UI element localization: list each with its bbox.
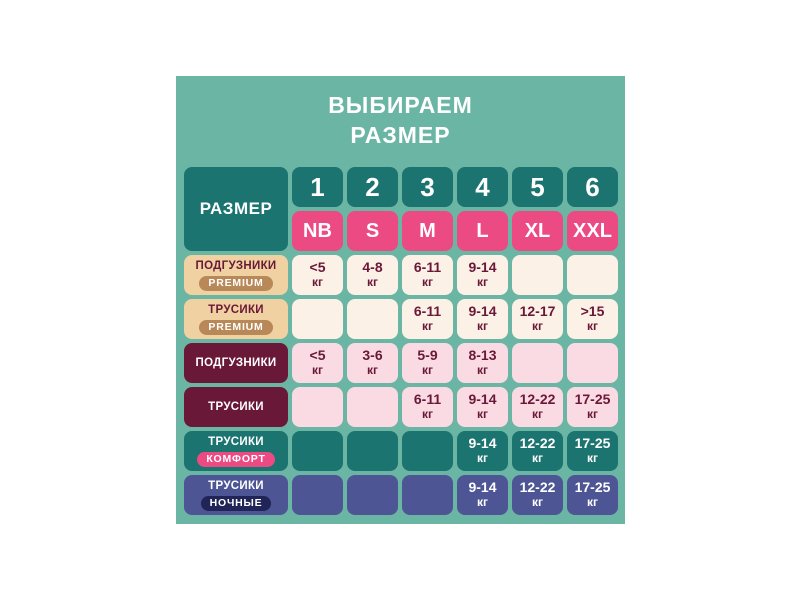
weight-cell-r1-c2 <box>347 255 398 295</box>
product-badge: КОМФОРТ <box>197 452 274 467</box>
weight-range: 9-14 <box>468 259 497 275</box>
weight-cell-r6-c5 <box>512 475 563 515</box>
product-name: ТРУСИКИ <box>208 435 264 448</box>
row-label-2 <box>184 299 288 339</box>
weight-cell-r3-c1 <box>292 343 343 383</box>
weight-cell-r2-c5 <box>512 299 563 339</box>
weight-cell-r6-c6 <box>567 475 618 515</box>
weight-range: 12-17 <box>519 303 556 319</box>
weight-range: <5 <box>309 259 326 275</box>
row-label-1 <box>184 255 288 295</box>
weight-range: 5-9 <box>417 347 438 363</box>
weight-range: 17-25 <box>574 435 611 451</box>
weight-cell-r4-c3 <box>402 387 453 427</box>
weight-unit: кг <box>586 495 598 509</box>
weight-unit: кг <box>476 275 488 289</box>
weight-unit: кг <box>531 407 543 421</box>
weight-unit: кг <box>421 275 433 289</box>
weight-cell-r2-c2 <box>347 299 398 339</box>
row-label-5 <box>184 431 288 471</box>
weight-unit: кг <box>586 319 598 333</box>
size-code-xl: XL <box>512 211 563 251</box>
product-name: ПОДГУЗНИКИ <box>195 356 277 369</box>
weight-cell-r1-c3 <box>402 255 453 295</box>
weight-unit: кг <box>366 363 378 377</box>
weight-unit: кг <box>476 451 488 465</box>
weight-cell-r5-c1 <box>292 431 343 471</box>
product-badge: PREMIUM <box>199 320 272 335</box>
weight-cell-r2-c3 <box>402 299 453 339</box>
weight-range: 6-11 <box>413 391 442 407</box>
weight-range: <5 <box>309 347 326 363</box>
weight-unit: кг <box>476 407 488 421</box>
size-code-m: M <box>402 211 453 251</box>
size-header-label: РАЗМЕР <box>184 167 288 251</box>
weight-cell-r4-c5 <box>512 387 563 427</box>
weight-cell-r4-c4 <box>457 387 508 427</box>
weight-unit: кг <box>586 407 598 421</box>
row-label-6 <box>184 475 288 515</box>
weight-range: 4-8 <box>362 259 383 275</box>
weight-cell-r6-c3 <box>402 475 453 515</box>
weight-unit: кг <box>421 363 433 377</box>
product-name: ТРУСИКИ <box>208 303 264 316</box>
weight-unit: кг <box>421 407 433 421</box>
weight-unit: кг <box>476 363 488 377</box>
size-number-6: 6 <box>567 167 618 207</box>
weight-cell-r3-c4 <box>457 343 508 383</box>
weight-range: 17-25 <box>574 391 611 407</box>
weight-range: 17-25 <box>574 479 611 495</box>
weight-cell-r3-c3 <box>402 343 453 383</box>
size-number-2: 2 <box>347 167 398 207</box>
weight-cell-r4-c6 <box>567 387 618 427</box>
weight-cell-r5-c3 <box>402 431 453 471</box>
weight-cell-r1-c6 <box>567 255 618 295</box>
weight-unit: кг <box>366 275 378 289</box>
title-line-1: ВЫБИРАЕМ <box>328 92 473 118</box>
row-label-3 <box>184 343 288 383</box>
weight-unit: кг <box>311 363 323 377</box>
weight-range: 3-6 <box>362 347 383 363</box>
row-label-4 <box>184 387 288 427</box>
size-code-s: S <box>347 211 398 251</box>
weight-cell-r3-c2 <box>347 343 398 383</box>
size-code-xxl: XXL <box>567 211 618 251</box>
weight-cell-r5-c5 <box>512 431 563 471</box>
weight-cell-r1-c5 <box>512 255 563 295</box>
weight-cell-r5-c4 <box>457 431 508 471</box>
weight-range: 12-22 <box>519 391 556 407</box>
weight-cell-r1-c4 <box>457 255 508 295</box>
product-badge: НОЧНЫЕ <box>201 496 272 511</box>
weight-cell-r5-c6 <box>567 431 618 471</box>
weight-unit: кг <box>531 495 543 509</box>
weight-unit: кг <box>476 495 488 509</box>
size-number-3: 3 <box>402 167 453 207</box>
weight-cell-r4-c2 <box>347 387 398 427</box>
weight-cell-r3-c6 <box>567 343 618 383</box>
size-number-4: 4 <box>457 167 508 207</box>
weight-cell-r6-c1 <box>292 475 343 515</box>
title-line-2: РАЗМЕР <box>350 122 451 148</box>
weight-cell-r3-c5 <box>512 343 563 383</box>
product-badge: PREMIUM <box>199 276 272 291</box>
weight-unit: кг <box>586 451 598 465</box>
product-name: ПОДГУЗНИКИ <box>195 259 277 272</box>
weight-range: 6-11 <box>413 259 442 275</box>
weight-cell-r2-c4 <box>457 299 508 339</box>
weight-unit: кг <box>531 319 543 333</box>
weight-cell-r6-c2 <box>347 475 398 515</box>
weight-cell-r6-c4 <box>457 475 508 515</box>
weight-unit: кг <box>531 451 543 465</box>
size-chart-panel <box>176 76 625 524</box>
weight-range: 8-13 <box>468 347 497 363</box>
weight-range: 9-14 <box>468 303 497 319</box>
weight-range: 9-14 <box>468 435 497 451</box>
product-name: ТРУСИКИ <box>208 400 264 413</box>
weight-unit: кг <box>311 275 323 289</box>
weight-unit: кг <box>476 319 488 333</box>
weight-cell-r5-c2 <box>347 431 398 471</box>
weight-cell-r1-c1 <box>292 255 343 295</box>
weight-range: 9-14 <box>468 479 497 495</box>
weight-range: 9-14 <box>468 391 497 407</box>
weight-range: 12-22 <box>519 435 556 451</box>
weight-range: 6-11 <box>413 303 442 319</box>
size-code-l: L <box>457 211 508 251</box>
weight-range: 12-22 <box>519 479 556 495</box>
weight-cell-r4-c1 <box>292 387 343 427</box>
size-number-1: 1 <box>292 167 343 207</box>
weight-cell-r2-c1 <box>292 299 343 339</box>
weight-unit: кг <box>421 319 433 333</box>
product-name: ТРУСИКИ <box>208 479 264 492</box>
size-code-nb: NB <box>292 211 343 251</box>
size-number-5: 5 <box>512 167 563 207</box>
weight-range: >15 <box>580 303 605 319</box>
weight-cell-r2-c6 <box>567 299 618 339</box>
